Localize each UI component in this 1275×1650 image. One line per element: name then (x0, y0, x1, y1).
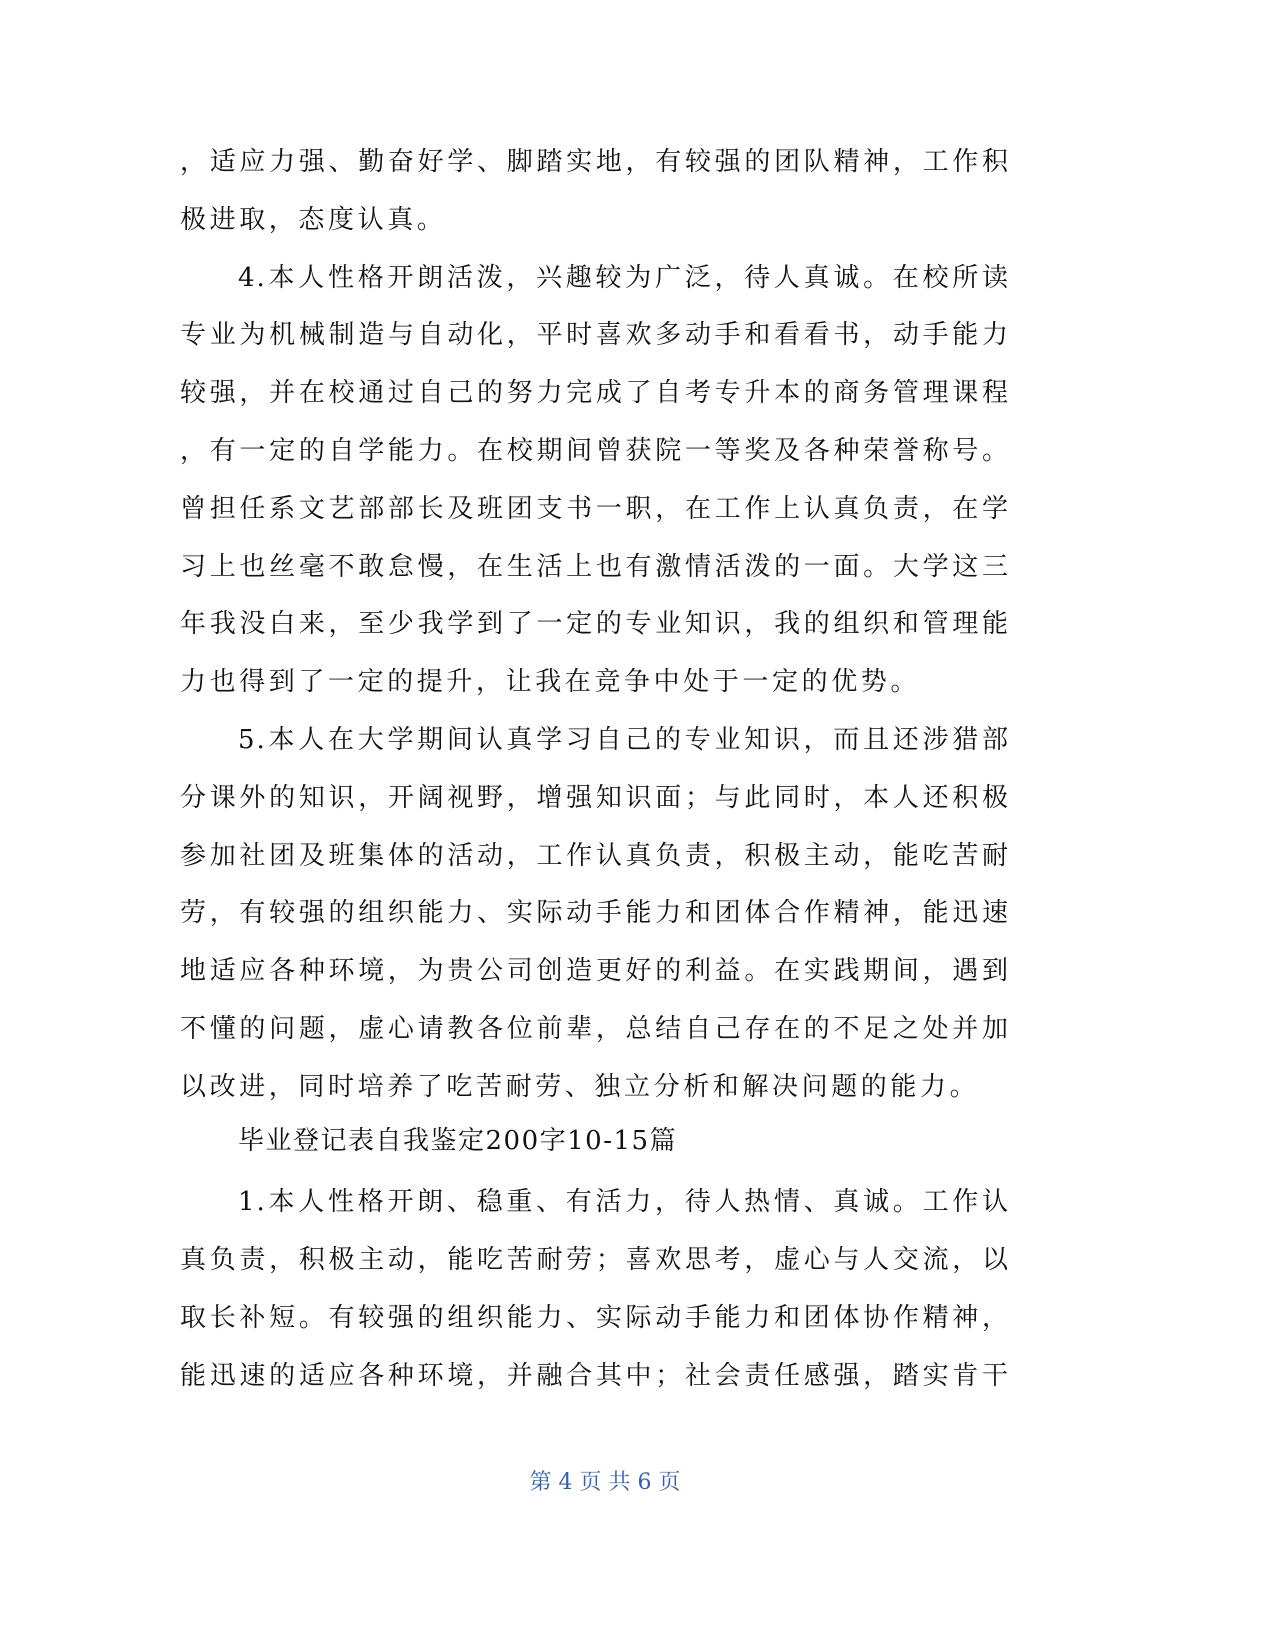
paragraph-line: 劳，有较强的组织能力、实际动手能力和团体合作精神，能迅速 (180, 898, 1010, 929)
paragraph-item-4 (180, 250, 1010, 712)
paragraph-continued (180, 134, 1010, 250)
paragraph-line: 较强，并在校通过自己的努力完成了自考专升本的商务管理课程 (180, 378, 1010, 409)
paragraph-line: 不懂的问题，虚心请教各位前辈，总结自己存在的不足之处并加 (180, 1013, 1010, 1044)
paragraph-line: 1.本人性格开朗、稳重、有活力，待人热情、真诚。工作认 (238, 1187, 1010, 1218)
paragraph-line: 曾担任系文艺部部长及班团支书一职，在工作上认真负责，在学 (180, 493, 1010, 524)
paragraph-line: 参加社团及班集体的活动，工作认真负责，积极主动，能吃苦耐 (180, 840, 1010, 871)
page-number-footer: 第 4 页 共 6 页 (529, 1470, 681, 1495)
section-heading: 毕业登记表自我鉴定200字10-15篇 (238, 1125, 678, 1156)
paragraph-line: 真负责，积极主动，能吃苦耐劳；喜欢思考，虚心与人交流，以 (180, 1245, 1010, 1276)
paragraph-line: 分课外的知识，开阔视野，增强知识面；与此同时，本人还积极 (180, 782, 1010, 813)
paragraph-line: 4.本人性格开朗活泼，兴趣较为广泛，待人真诚。在校所读 (238, 262, 1010, 293)
paragraph-line: 5.本人在大学期间认真学习自己的专业知识，而且还涉猎部 (238, 724, 1010, 755)
paragraph-line: 能迅速的适应各种环境，并融合其中；社会责任感强，踏实肯干 (180, 1360, 1010, 1391)
paragraph-line: ，有一定的自学能力。在校期间曾获院一等奖及各种荣誉称号。 (180, 435, 1010, 466)
paragraph-line: 年我没白来，至少我学到了一定的专业知识，我的组织和管理能 (180, 609, 1010, 640)
paragraph-line: 力也得到了一定的提升，让我在竞争中处于一定的优势。 (180, 667, 921, 698)
paragraph-line: ，适应力强、勤奋好学、脚踏实地，有较强的团队精神，工作积 (180, 147, 1010, 177)
paragraph-line: 专业为机械制造与自动化，平时喜欢多动手和看看书，动手能力 (180, 320, 1010, 351)
paragraph-line: 地适应各种环境，为贵公司创造更好的利益。在实践期间，遇到 (180, 956, 1010, 987)
paragraph-item-1 (180, 1174, 1010, 1405)
paragraph-line: 极进取，态度认真。 (180, 204, 447, 235)
body-text (180, 134, 1010, 1406)
paragraph-item-5 (180, 712, 1010, 1117)
paragraph-line: 习上也丝毫不敢怠慢，在生活上也有激情活泼的一面。大学这三 (180, 551, 1010, 582)
paragraph-line: 取长补短。有较强的组织能力、实际动手能力和团体协作精神， (180, 1302, 1010, 1333)
paragraph-line: 以改进，同时培养了吃苦耐劳、独立分析和解决问题的能力。 (180, 1071, 980, 1102)
